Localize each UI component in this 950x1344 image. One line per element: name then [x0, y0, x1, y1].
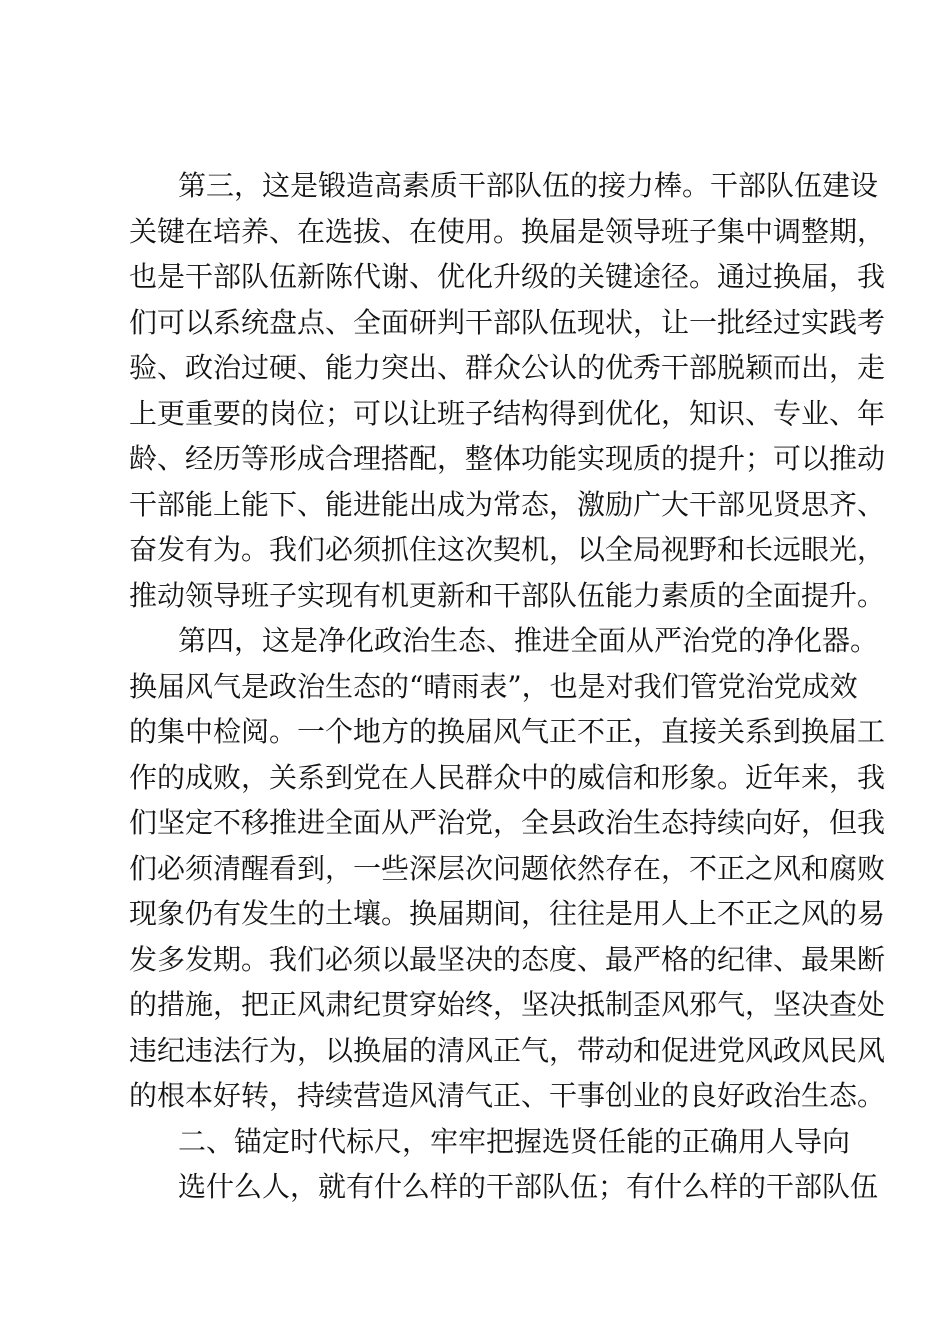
paragraph-4-line-4: 作的成败，关系到党在人民群众中的威信和形象。近年来，我: [129, 760, 886, 794]
paragraph-3-line-3: 也是干部队伍新陈代谢、优化升级的关键途径。通过换届，我: [129, 260, 886, 293]
paragraph-4-line-1: 第四，这是净化政治生态、推进全面从严治党的净化器。: [178, 624, 879, 657]
paragraph-3-line-6: 上更重要的岗位；可以让班子结构得到优化，知识、专业、年: [129, 396, 886, 430]
paragraph-3-line-7: 龄、经历等形成合理搭配，整体功能实现质的提升；可以推动: [129, 442, 886, 475]
paragraph-5-line-1: 选什么人，就有什么样的干部队伍；有什么样的干部队伍: [178, 1170, 879, 1203]
paragraph-3-line-5: 验、政治过硬、能力突出、群众公认的优秀干部脱颖而出，走: [129, 351, 886, 384]
section-heading: 二、锚定时代标尺，牢牢把握选贤任能的正确用人导向: [178, 1124, 851, 1158]
paragraph-4-line-10: 违纪违法行为，以换届的清风正气，带动和促进党风政风民风: [129, 1033, 886, 1067]
paragraph-4-line-8: 发多发期。我们必须以最坚决的态度、最严格的纪律、最果断: [129, 942, 886, 976]
paragraph-3-line-2: 关键在培养、在选拔、在使用。换届是领导班子集中调整期，: [129, 214, 886, 248]
paragraph-4-line-7: 现象仍有发生的土壤。换届期间，往往是用人上不正之风的易: [129, 897, 886, 930]
paragraph-3-line-9: 奋发有为。我们必须抓住这次契机，以全局视野和长远眼光，: [129, 533, 886, 566]
paragraph-4-line-2: 换届风气是政治生态的“晴雨表”，也是对我们管党治党成效: [129, 669, 858, 703]
paragraph-4-line-11: 的根本好转，持续营造风清气正、干事创业的良好政治生态。: [129, 1079, 886, 1112]
paragraph-4-line-9: 的措施，把正风肃纪贯穿始终，坚决抵制歪风邪气，坚决查处: [129, 988, 886, 1021]
paragraph-4-line-6: 们必须清醒看到，一些深层次问题依然存在，不正之风和腐败: [129, 851, 886, 885]
paragraph-4-line-5: 们坚定不移推进全面从严治党，全县政治生态持续向好，但我: [129, 806, 886, 839]
paragraph-3-line-8: 干部能上能下、能进能出成为常态，激励广大干部见贤思齐、: [129, 487, 886, 521]
paragraph-4-line-3: 的集中检阅。一个地方的换届风气正不正，直接关系到换届工: [129, 715, 886, 748]
paragraph-3-line-1: 第三，这是锻造高素质干部队伍的接力棒。干部队伍建设: [178, 169, 879, 202]
paragraph-3-line-4: 们可以系统盘点、全面研判干部队伍现状，让一批经过实践考: [129, 305, 886, 339]
paragraph-3-line-10: 推动领导班子实现有机更新和干部队伍能力素质的全面提升。: [129, 578, 886, 612]
body-text: [129, 163, 886, 1210]
